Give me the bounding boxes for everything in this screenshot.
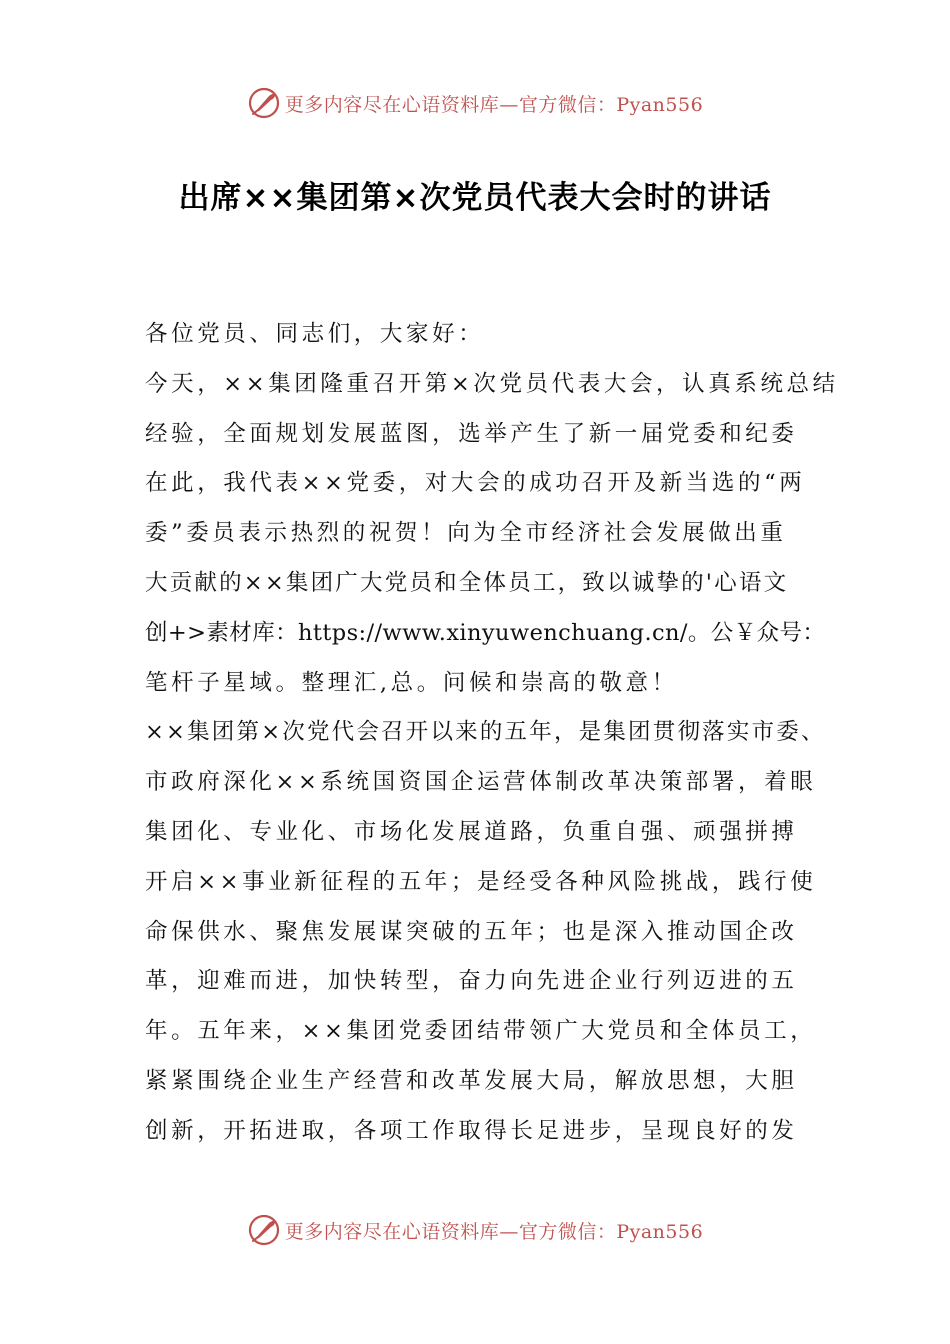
body-line: 命保供水、聚焦发展谋突破的五年；也是深入推动国企改: [145, 918, 798, 945]
body-line: 在此，我代表××党委，对大会的成功召开及新当选的“两: [145, 470, 806, 497]
document-title: 出席××集团第×次党员代表大会时的讲话: [178, 180, 772, 216]
wechat-id: Pyan556: [616, 93, 704, 116]
document-body: [145, 310, 839, 1157]
body-line: 革，迎难而进，加快转型，奋力向先进企业行列迈进的五: [145, 968, 798, 995]
body-line: 市政府深化××系统国资国企运营体制改革决策部署，着眼: [145, 769, 817, 796]
body-line: 年。五年来，××集团党委团结带领广大党员和全体员工，: [145, 1018, 817, 1045]
wechat-id: Pyan556: [616, 1220, 704, 1243]
body-line: 委”委员表示热烈的祝贺！向为全市经济社会发展做出重: [145, 520, 787, 547]
body-line: ××集团第×次党代会召开以来的五年，是集团贯彻落实市委、: [145, 719, 826, 746]
body-line: 笔杆子星域。整理汇,总。问候和崇高的敬意！: [145, 669, 678, 696]
body-line: 集团化、专业化、市场化发展道路，负重自强、顽强拼搏: [145, 818, 798, 845]
footer-watermark-banner: [0, 1210, 950, 1250]
body-line: 紧紧围绕企业生产经营和改革发展大局，解放思想，大胆: [145, 1067, 798, 1094]
body-line: 创+>素材库：https://www.xinyuwenchuang.cn/。公￥众号：: [145, 619, 826, 646]
body-line: 大贡献的××集团广大党员和全体员工，致以诚挚的'心语文: [145, 569, 789, 596]
body-line: 今天，××集团隆重召开第×次党员代表大会，认真系统总结: [145, 370, 839, 397]
body-line: 创新，开拓进取，各项工作取得长足进步，呈现良好的发: [145, 1117, 798, 1144]
banner-text: 更多内容尽在心语资料库—官方微信：Pyan556: [284, 1220, 704, 1243]
body-line: 经验，全面规划发展蓝图，选举产生了新一届党委和纪委: [145, 420, 798, 447]
quill-pen-logo-icon: [247, 1213, 281, 1247]
body-line: 各位党员、同志们，大家好：: [145, 321, 485, 347]
body-line: 开启××事业新征程的五年；是经受各种风险挑战，践行使: [145, 868, 817, 895]
quill-pen-logo-icon: [247, 86, 281, 120]
header-watermark-banner: [0, 83, 950, 123]
banner-text: 更多内容尽在心语资料库—官方微信：Pyan556: [284, 93, 704, 116]
